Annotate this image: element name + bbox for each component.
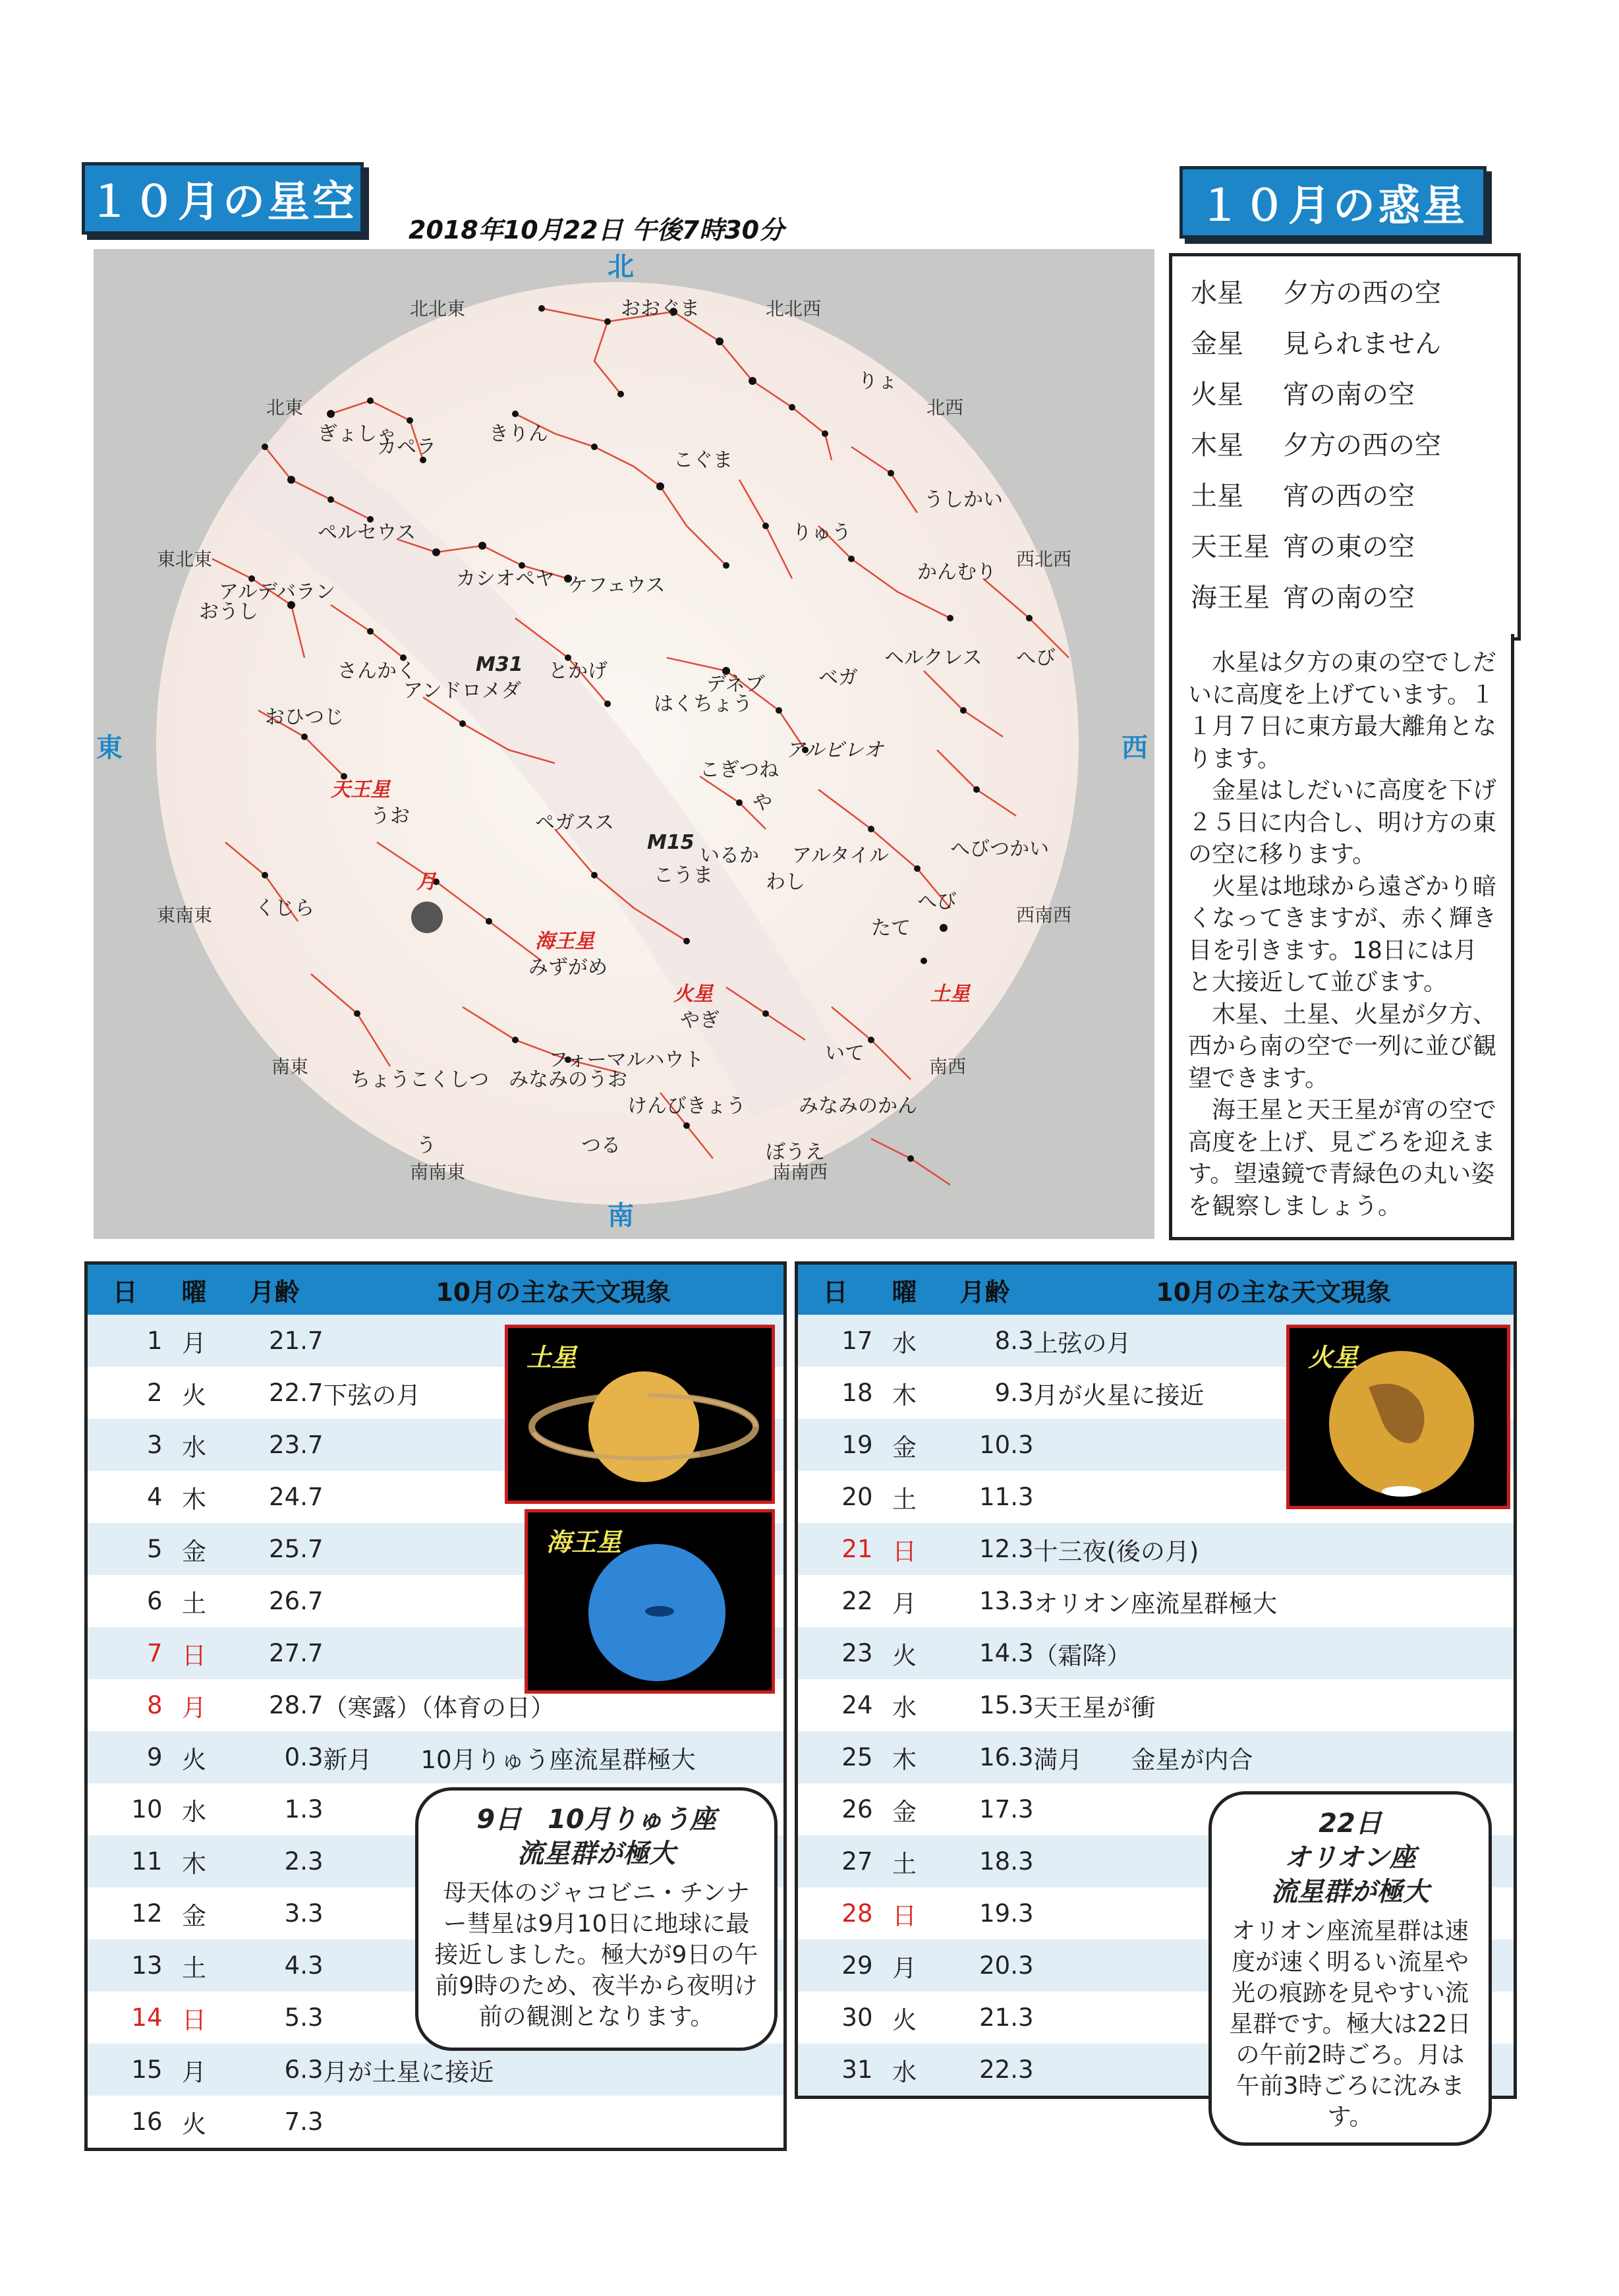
planet-row (1172, 418, 1518, 469)
label-oguma: おおぐま (621, 297, 700, 320)
label-perseus: ペルセウス (318, 521, 416, 544)
label-hercules: ヘルクレス (884, 646, 982, 670)
label-mizugame: みずがめ (528, 956, 608, 979)
orionids-title2: オリオン座 (1284, 1843, 1416, 1873)
moon-age-cell: 17.3 (936, 1783, 1034, 1835)
dir-w: 西 (1122, 733, 1148, 763)
planets-description (1169, 634, 1514, 1240)
calendar-row (797, 1679, 1516, 1731)
calendar-header (797, 1263, 1516, 1315)
weekday-cell: 金 (873, 1783, 936, 1835)
label-m15: M15 (647, 831, 695, 854)
label-cassiopeia: カシオペヤ (456, 567, 555, 590)
day-cell: 14 (86, 1992, 163, 2044)
moon-age-cell: 11.3 (936, 1471, 1034, 1523)
moon-age-cell: 20.3 (936, 1939, 1034, 1992)
draconids-title1: 9日 10月りゅう座 (476, 1804, 716, 1835)
label-deneb: デネブ (706, 673, 765, 696)
day-cell: 27 (797, 1835, 873, 1887)
planet-where: 宵の西の空 (1283, 481, 1415, 511)
day-cell: 25 (797, 1731, 873, 1783)
header-events: 10月の主な天文現象 (324, 1263, 785, 1315)
planet-row (1172, 469, 1518, 519)
label-kaiousei: 海王星 (535, 930, 594, 953)
label-iruka: いるか (700, 844, 759, 867)
moon-age-cell: 1.3 (226, 1783, 324, 1835)
event-cell: 上弦の月 (1034, 1315, 1516, 1367)
weekday-cell: 日 (163, 1992, 226, 2044)
event-cell: 十三夜(後の月) (1034, 1523, 1516, 1575)
dir-s: 南 (608, 1201, 634, 1231)
event-cell: 満月 金星が内合 (1034, 1731, 1516, 1783)
label-pegasus: ペガスス (535, 811, 614, 834)
weekday-cell: 火 (873, 1992, 936, 2044)
day-cell: 7 (86, 1627, 163, 1679)
moon-age-cell: 3.3 (226, 1887, 324, 1939)
moon-age-cell: 10.3 (936, 1419, 1034, 1471)
weekday-cell: 土 (873, 1835, 936, 1887)
weekday-cell: 火 (163, 1367, 226, 1419)
weekday-cell: 土 (873, 1471, 936, 1523)
event-cell: 月が火星に接近 (1034, 1367, 1516, 1419)
day-cell: 6 (86, 1575, 163, 1627)
day-cell: 3 (86, 1419, 163, 1471)
planet-row (1172, 367, 1518, 418)
draconids-body: 母天体のジャコビニ・チンナー彗星は9月10日に地球に最接近しました。極大が9日の午前9時のため、夜半から夜明け前の観測となります。 (434, 1880, 758, 2030)
planet-name: 木星 (1191, 430, 1243, 461)
weekday-cell: 木 (163, 1835, 226, 1887)
dir-sse: 南南東 (410, 1161, 466, 1183)
label-ohitsuji: おひつじ (265, 706, 344, 729)
planet-row (1172, 570, 1518, 621)
header-moon-age: 月齢 (936, 1263, 1034, 1315)
day-cell: 31 (797, 2044, 873, 2098)
neptune-photo (525, 1509, 775, 1694)
moon-age-cell: 4.3 (226, 1939, 324, 1992)
weekday-cell: 木 (163, 1471, 226, 1523)
day-cell: 18 (797, 1367, 873, 1419)
moon-age-cell: 12.3 (936, 1523, 1034, 1575)
calendar-row (797, 1627, 1516, 1679)
weekday-cell: 月 (163, 1315, 226, 1367)
planet-where: 見られません (1283, 329, 1441, 359)
label-washi: わし (766, 871, 805, 894)
day-cell: 15 (86, 2044, 163, 2096)
dir-n: 北 (608, 252, 634, 282)
label-aldebaran: アルデバラン (219, 581, 335, 604)
planet-row (1172, 519, 1518, 570)
label-kanmuri: かんむり (917, 561, 996, 584)
label-ushikai: うしかい (924, 488, 1003, 511)
calendar-row (86, 1731, 785, 1783)
label-dosei: 土星 (930, 983, 970, 1006)
label-minaminokan: みなみのかん (799, 1095, 917, 1118)
label-vega: ベガ (818, 666, 858, 689)
day-cell: 12 (86, 1887, 163, 1939)
planet-name: 天王星 (1191, 532, 1270, 562)
weekday-cell: 水 (873, 1679, 936, 1731)
event-cell: 新月 10月りゅう座流星群極大 (324, 1731, 785, 1783)
planet-name: 水星 (1191, 278, 1243, 308)
moon-age-cell: 0.3 (226, 1731, 324, 1783)
moon-age-cell: 24.7 (226, 1471, 324, 1523)
moon-age-cell: 23.7 (226, 1419, 324, 1471)
label-gyosha: ぎょしゃ (318, 422, 397, 445)
label-kasei: 火星 (673, 983, 713, 1006)
label-tennosei: 天王星 (331, 778, 390, 801)
moon-age-cell: 21.7 (226, 1315, 324, 1367)
day-cell: 23 (797, 1627, 873, 1679)
label-hebi: へび (917, 890, 957, 913)
weekday-cell: 月 (163, 2044, 226, 2096)
moon-age-cell: 5.3 (226, 1992, 324, 2044)
day-cell: 28 (797, 1887, 873, 1939)
label-kenbikyo: けんびきょう (627, 1095, 746, 1118)
dir-wnw: 西北西 (1016, 548, 1072, 570)
label-ryo: りょ (858, 370, 897, 393)
starmap-datetime: 2018年10月22日 午後7時30分 (409, 215, 785, 244)
moon-age-cell: 26.7 (226, 1575, 324, 1627)
mars-photo-label: 火星 (1308, 1343, 1359, 1372)
moon-age-cell: 16.3 (936, 1731, 1034, 1783)
label-ryu: りゅう (792, 521, 851, 544)
dir-ne: 北東 (266, 397, 304, 418)
label-i: いて (825, 1042, 865, 1065)
moon-age-cell: 9.3 (936, 1367, 1034, 1419)
weekday-cell: 金 (873, 1419, 936, 1471)
calendar-row (86, 2044, 785, 2096)
label-fomalhaut: フォーマルハウト (548, 1048, 704, 1072)
draconids-bubble (415, 1787, 778, 2051)
weekday-cell: 木 (873, 1367, 936, 1419)
label-albireo: アルビレオ (785, 739, 884, 762)
label-m31: M31 (476, 653, 523, 676)
orionids-title3: 流星群が極大 (1271, 1877, 1429, 1907)
label-chokokushitsu: ちょうこくしつ (351, 1068, 489, 1091)
weekday-cell: 火 (163, 2096, 226, 2150)
weekday-cell: 月 (163, 1679, 226, 1731)
moon-marker (411, 902, 443, 933)
calendar-row (797, 1523, 1516, 1575)
weekday-cell: 水 (873, 2044, 936, 2098)
label-uo: うお (370, 805, 410, 828)
day-cell: 1 (86, 1315, 163, 1367)
moon-age-cell: 25.7 (226, 1523, 324, 1575)
moon-age-cell: 27.7 (226, 1627, 324, 1679)
weekday-cell: 水 (163, 1419, 226, 1471)
label-tate: たて (871, 917, 911, 940)
event-cell (324, 2096, 785, 2150)
dir-nne: 北北東 (410, 298, 466, 320)
dir-ssw: 南南西 (772, 1161, 828, 1183)
moon-age-cell: 7.3 (226, 2096, 324, 2150)
event-cell: オリオン座流星群極大 (1034, 1575, 1516, 1627)
desc-venus: 金星はしだいに高度を下げ２５日に内合し、明け方の東の空に移ります。 (1188, 777, 1497, 868)
day-cell: 10 (86, 1783, 163, 1835)
desc-jupiter: 木星、土星、火星が夕方、西から南の空で一列に並び観望できます。 (1188, 1000, 1497, 1092)
day-cell: 9 (86, 1731, 163, 1783)
weekday-cell: 日 (873, 1887, 936, 1939)
moon-age-cell: 15.3 (936, 1679, 1034, 1731)
planet-row (1172, 266, 1518, 316)
header-weekday: 曜 (163, 1263, 226, 1315)
planet-name: 金星 (1191, 329, 1243, 359)
day-cell: 11 (86, 1835, 163, 1887)
day-cell: 24 (797, 1679, 873, 1731)
weekday-cell: 火 (873, 1627, 936, 1679)
moon-age-cell: 21.3 (936, 1992, 1034, 2044)
label-u: う (416, 1134, 436, 1157)
dir-ene: 東北東 (157, 548, 213, 570)
calendar-row (86, 2096, 785, 2150)
weekday-cell: 月 (873, 1939, 936, 1992)
label-andromeda: アンドロメダ (403, 679, 521, 703)
weekday-cell: 日 (163, 1627, 226, 1679)
desc-neptune-uranus: 海王星と天王星が宵の空で高度を上げ、見ごろを迎えます。望遠鏡で青緑色の丸い姿を観察しましょう。 (1188, 1097, 1497, 1220)
planets-title: １０月の惑星 (1179, 166, 1487, 239)
weekday-cell: 日 (873, 1523, 936, 1575)
saturn-photo (505, 1325, 775, 1504)
planet-name: 火星 (1191, 380, 1243, 410)
weekday-cell: 木 (873, 1731, 936, 1783)
mars-photo (1286, 1325, 1510, 1509)
label-tsuki: 月 (416, 871, 436, 894)
day-cell: 21 (797, 1523, 873, 1575)
label-capella: カペラ (377, 436, 436, 459)
desc-mars: 火星は地球から遠ざかり暗くなってきますが、赤く輝き目を引きます。18日には月と大接近して並びます。 (1188, 873, 1497, 996)
planet-name: 海王星 (1191, 583, 1270, 613)
weekday-cell: 金 (163, 1523, 226, 1575)
star-map-svg (94, 249, 1154, 1239)
moon-age-cell: 22.3 (936, 2044, 1034, 2098)
label-kirin: きりん (489, 422, 548, 445)
planet-where: 夕方の西の空 (1283, 278, 1441, 308)
dir-se: 南東 (271, 1056, 309, 1077)
moon-age-cell: 22.7 (226, 1367, 324, 1419)
event-cell: 月が土星に接近 (324, 2044, 785, 2096)
planets-list (1169, 253, 1521, 641)
label-minaminouo: みなみのうお (509, 1068, 627, 1091)
moon-age-cell: 18.3 (936, 1835, 1034, 1887)
moon-age-cell: 2.3 (226, 1835, 324, 1887)
day-cell: 26 (797, 1783, 873, 1835)
desc-mercury: 水星は夕方の東の空でしだいに高度を上げています。１１月７日に東方最大離角となります。 (1188, 649, 1497, 772)
neptune-photo-label: 海王星 (546, 1528, 622, 1557)
calendar-row (797, 1575, 1516, 1627)
planet-row (1172, 316, 1518, 367)
starmap-title: １０月の星空 (82, 162, 364, 235)
moon-age-cell: 28.7 (226, 1679, 324, 1731)
day-cell: 8 (86, 1679, 163, 1731)
label-koguma: こぐま (673, 449, 733, 472)
label-cepheus: ケフェウス (568, 574, 666, 597)
header-moon-age: 月齢 (226, 1263, 324, 1315)
event-cell: （霜降） (1034, 1627, 1516, 1679)
day-cell: 20 (797, 1471, 873, 1523)
planet-where: 夕方の西の空 (1283, 430, 1441, 461)
event-cell: 天王星が衝 (1034, 1679, 1516, 1731)
label-hebitsukai: へびつかい (950, 838, 1049, 861)
saturn-photo-label: 土星 (526, 1343, 577, 1372)
dir-wsw: 西南西 (1016, 904, 1072, 926)
weekday-cell: 月 (873, 1575, 936, 1627)
planet-where: 宵の南の空 (1283, 380, 1415, 410)
label-yagi: やぎ (680, 1009, 720, 1032)
star-map (94, 249, 1154, 1239)
label-altair: アルタイル (792, 844, 889, 867)
label-kujira: くじら (255, 897, 314, 920)
label-kogitsune: こぎつね (700, 759, 779, 782)
orionids-title1: 22日 (1319, 1808, 1382, 1839)
day-cell: 29 (797, 1939, 873, 1992)
event-cell: 下弦の月 (324, 1367, 785, 1419)
weekday-cell: 水 (873, 1315, 936, 1367)
dir-sw: 南西 (929, 1056, 967, 1077)
weekday-cell: 土 (163, 1939, 226, 1992)
moon-age-cell: 19.3 (936, 1887, 1034, 1939)
day-cell: 22 (797, 1575, 873, 1627)
label-sankaku: さんかく (337, 660, 416, 683)
calendar-header (86, 1263, 785, 1315)
header-day: 日 (797, 1263, 873, 1315)
header-events: 10月の主な天文現象 (1034, 1263, 1516, 1315)
dir-nnw: 北北西 (766, 298, 822, 320)
orionids-body: オリオン座流星群は速度が速く明るい流星や光の痕跡を見やすい流星群です。極大は22日の午前2時ごろ。月は午前3時ごろに沈みます。 (1229, 1918, 1471, 2131)
orionids-bubble (1208, 1791, 1492, 2146)
label-ya: や (753, 791, 772, 815)
header-day: 日 (86, 1263, 163, 1315)
planet-where: 宵の東の空 (1283, 532, 1415, 562)
dir-e: 東 (96, 733, 123, 763)
day-cell: 19 (797, 1419, 873, 1471)
label-hakucho: はくちょう (654, 693, 753, 716)
moon-age-cell: 6.3 (226, 2044, 324, 2096)
day-cell: 4 (86, 1471, 163, 1523)
label-koma: こうま (654, 864, 713, 887)
label-tokage: とかげ (548, 660, 608, 683)
moon-age-cell: 13.3 (936, 1575, 1034, 1627)
day-cell: 5 (86, 1523, 163, 1575)
moon-age-cell: 14.3 (936, 1627, 1034, 1679)
label-oushi: おうし (199, 600, 258, 623)
event-cell: （寒露）（体育の日） (324, 1679, 785, 1731)
moon-age-cell: 8.3 (936, 1315, 1034, 1367)
day-cell: 17 (797, 1315, 873, 1367)
dir-ese: 東南東 (157, 904, 213, 926)
weekday-cell: 火 (163, 1731, 226, 1783)
label-bou: ぼうえ (766, 1141, 825, 1164)
weekday-cell: 水 (163, 1783, 226, 1835)
label-tsuru: つる (581, 1134, 621, 1157)
weekday-cell: 土 (163, 1575, 226, 1627)
label-he: へび (1016, 646, 1056, 670)
day-cell: 13 (86, 1939, 163, 1992)
header-weekday: 曜 (873, 1263, 936, 1315)
planet-name: 土星 (1191, 481, 1243, 511)
day-cell: 16 (86, 2096, 163, 2150)
planet-where: 宵の南の空 (1283, 583, 1415, 613)
day-cell: 30 (797, 1992, 873, 2044)
weekday-cell: 金 (163, 1887, 226, 1939)
draconids-title2: 流星群が極大 (517, 1839, 675, 1869)
dir-nw: 北西 (926, 397, 964, 418)
calendar-row (797, 1731, 1516, 1783)
day-cell: 2 (86, 1367, 163, 1419)
